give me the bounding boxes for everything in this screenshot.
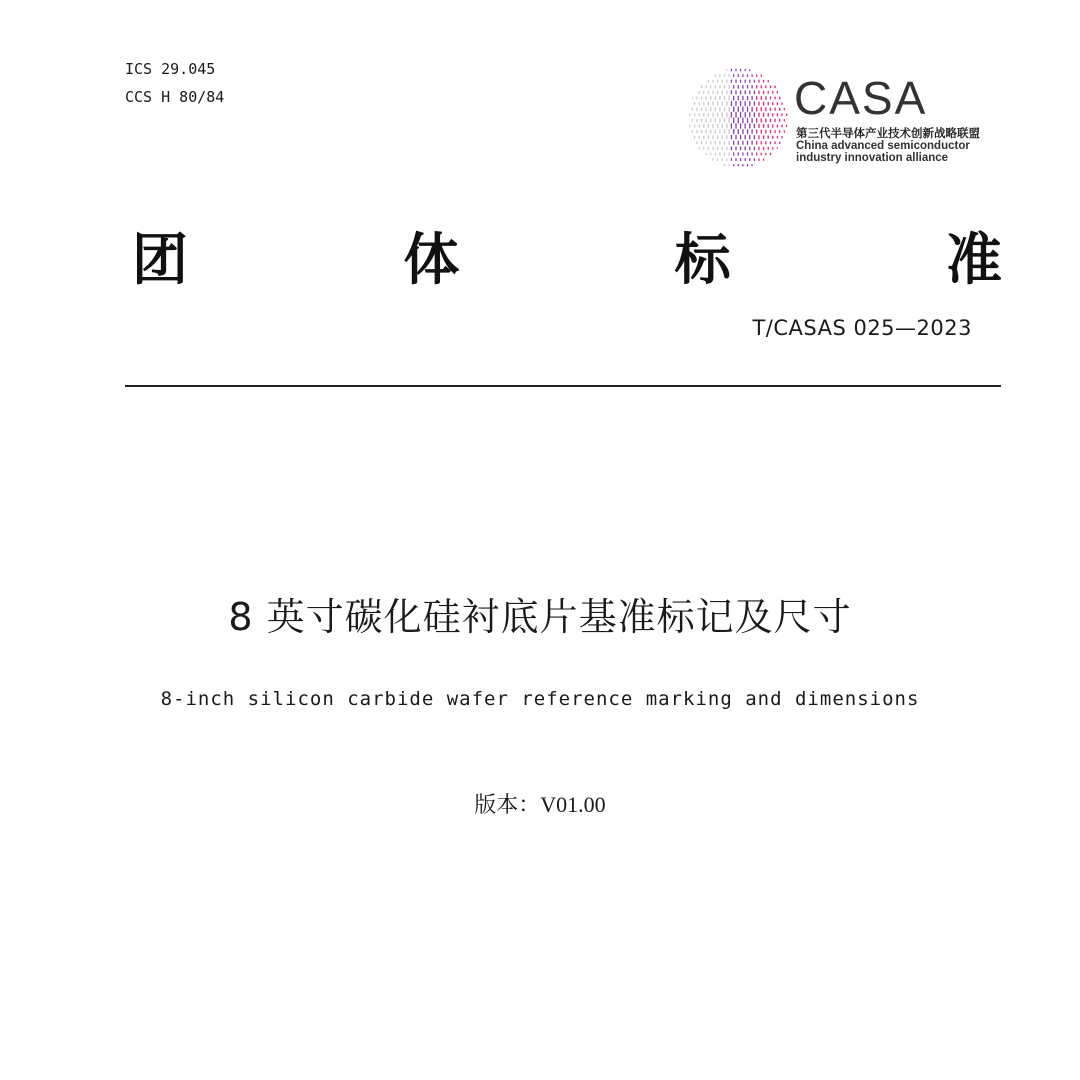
logo-name-cn: 第三代半导体产业技术创新战略联盟 xyxy=(796,126,980,140)
classification-codes xyxy=(125,55,224,111)
globe-dots-icon xyxy=(686,64,790,172)
heading-char: 团 xyxy=(132,227,188,293)
heading-char: 体 xyxy=(403,227,460,293)
version-label: 版本：V01.00 xyxy=(474,792,606,817)
standard-type-heading xyxy=(132,216,1002,296)
heading-char: 标 xyxy=(674,227,731,293)
header-divider xyxy=(125,385,1001,387)
logo-wordmark: CASA xyxy=(794,72,928,124)
ccs-code: CCS H 80/84 xyxy=(125,88,225,106)
ics-code: ICS 29.045 xyxy=(125,60,216,78)
casa-logo xyxy=(686,64,1006,174)
document-title-cn: 8 英寸碳化硅衬底片基准标记及尺寸 xyxy=(228,595,852,639)
standard-number: T/CASAS 025—2023 xyxy=(752,316,972,340)
logo-name-en: China advanced semiconductor industry innovation alliance xyxy=(796,140,970,164)
document-title-en: 8-inch silicon carbide wafer reference marking and dimensions xyxy=(160,688,920,710)
heading-char: 准 xyxy=(945,227,1002,293)
